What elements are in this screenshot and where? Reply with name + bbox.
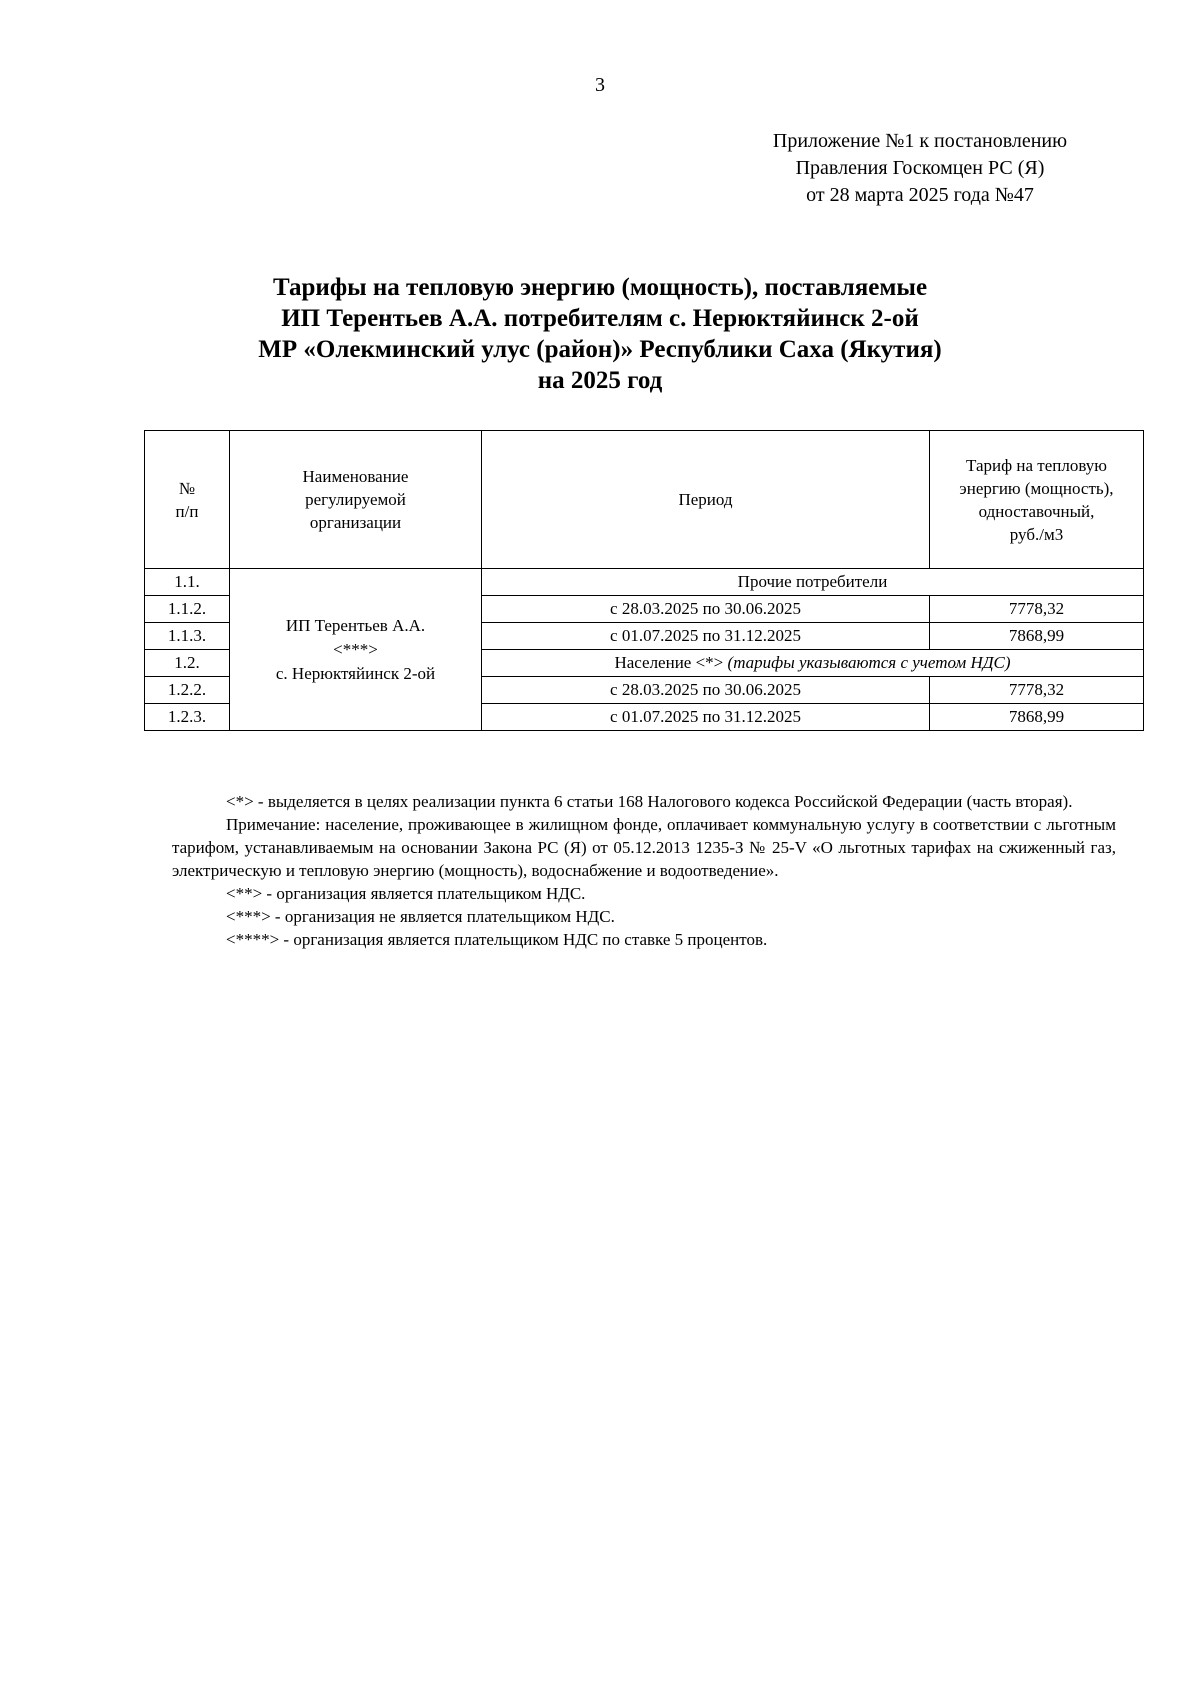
footnotes — [172, 790, 1116, 951]
row-number: 1.1. — [145, 569, 230, 596]
title-line-3: МР «Олекминский улус (район)» Республики Саха (Якутия) — [258, 336, 942, 363]
header-tariff-line-3: одноставочный, — [978, 501, 1095, 521]
title-line-1: Тарифы на тепловую энергию (мощность), поставляемые — [272, 274, 928, 301]
header-organization — [230, 431, 482, 569]
header-organization-line-2: регулируемой — [305, 490, 406, 509]
organization-locality: с. Нерюктяйинск 2-ой — [275, 663, 436, 683]
group-label — [482, 650, 1144, 677]
group-label: Прочие потребители — [482, 569, 1144, 596]
header-period: Период — [482, 431, 930, 569]
footnote-not-vat-payer: <***> - организация не является плательщиком НДС. — [226, 907, 615, 926]
header-tariff-line-2: энергию (мощность), — [959, 478, 1114, 498]
footnote-remark: Примечание: население, проживающее в жилищном фонде, оплачивает коммунальную услугу в соответствии с льготным тарифом, устанавливаемым на основании Закона РС (Я) от 05.12.2013 1235-З № 25-V «О льготных тарифах на сжиженный газ, электрическую и тепловую энергию (мощность), водоснабжение и водоотведение». — [172, 815, 1116, 880]
footnote-vat-allocation: <*> - выделяется в целях реализации пункта 6 статьи 168 Налогового кодекса Российской Федерации (часть вторая). — [226, 792, 1073, 811]
header-organization-line-1: Наименование — [302, 467, 409, 486]
row-number: 1.2.3. — [145, 704, 230, 731]
appendix-line-3: от 28 марта 2025 года №47 — [806, 184, 1034, 206]
row-number: 1.2. — [145, 650, 230, 677]
appendix-reference — [720, 128, 1120, 209]
header-tariff-line-1: Тариф на тепловую — [966, 455, 1107, 475]
tariff-cell: 7868,99 — [930, 623, 1144, 650]
header-tariff-line-4: руб./м3 — [1009, 524, 1064, 544]
period-cell: с 28.03.2025 по 30.06.2025 — [482, 596, 930, 623]
table-header-row — [145, 431, 1144, 569]
table-row — [145, 569, 1144, 596]
tariff-cell: 7868,99 — [930, 704, 1144, 731]
page-number: 3 — [595, 74, 605, 96]
document-title — [140, 272, 1060, 396]
title-line-2: ИП Терентьев А.А. потребителям с. Нерюктяйинск 2-ой — [281, 305, 919, 332]
row-number: 1.1.3. — [145, 623, 230, 650]
period-cell: с 01.07.2025 по 31.12.2025 — [482, 704, 930, 731]
footnote-vat-payer: <**> - организация является плательщиком НДС. — [226, 884, 586, 903]
organization-cell — [230, 569, 482, 731]
header-organization-line-3: организации — [309, 513, 402, 532]
appendix-line-1: Приложение №1 к постановлению — [772, 130, 1068, 152]
appendix-line-2: Правления Госкомцен РС (Я) — [795, 157, 1045, 179]
title-line-4: на 2025 год — [537, 367, 663, 394]
header-number-line-2: п/п — [175, 501, 199, 521]
period-cell: с 01.07.2025 по 31.12.2025 — [482, 623, 930, 650]
tariff-cell: 7778,32 — [930, 677, 1144, 704]
group-label-text: Население <*> — [614, 653, 728, 672]
tariff-table — [144, 430, 1144, 731]
organization-vat-mark: <***> — [333, 639, 378, 659]
tariff-cell: 7778,32 — [930, 596, 1144, 623]
period-cell: с 28.03.2025 по 30.06.2025 — [482, 677, 930, 704]
row-number: 1.1.2. — [145, 596, 230, 623]
footnote-vat-5-percent: <****> - организация является плательщиком НДС по ставке 5 процентов. — [226, 930, 768, 949]
row-number: 1.2.2. — [145, 677, 230, 704]
group-label-note: (тарифы указываются с учетом НДС) — [727, 653, 1011, 672]
header-number — [145, 431, 230, 569]
header-number-line-1: № — [178, 478, 196, 498]
organization-name: ИП Терентьев А.А. — [285, 615, 426, 635]
header-tariff — [930, 431, 1144, 569]
